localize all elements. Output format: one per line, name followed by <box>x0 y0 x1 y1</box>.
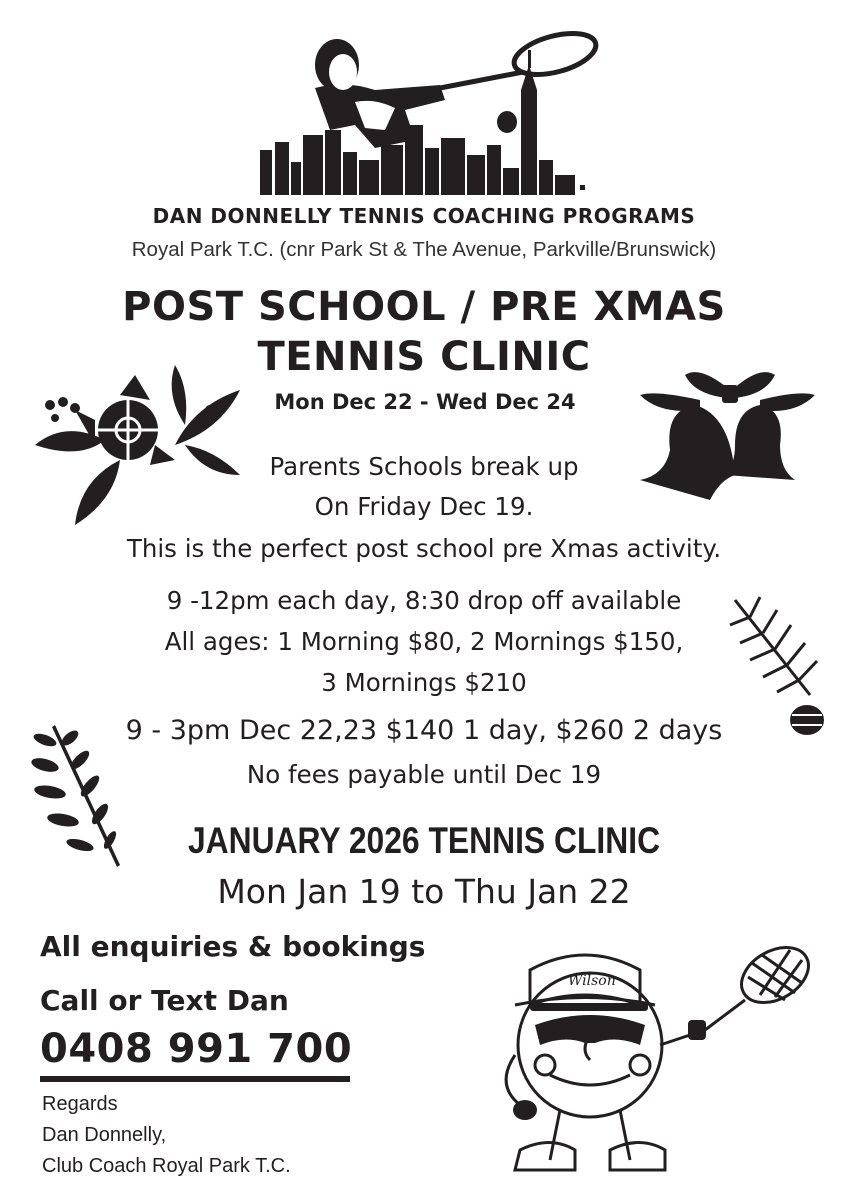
full-day-line-2: No fees payable until Dec 19 <box>246 760 602 789</box>
signature-line-2: Dan Donnelly, <box>42 1124 167 1146</box>
call-or-text-label: Call or Text Dan <box>40 984 289 1017</box>
january-clinic-dates: Mon Jan 19 to Thu Jan 22 <box>217 872 631 911</box>
org-title: DAN DONNELLY TENNIS COACHING PROGRAMS <box>152 204 696 228</box>
clinic-title-line-2: TENNIS CLINIC <box>257 334 591 380</box>
tennis-player-skyline-logo <box>255 30 605 200</box>
pricing-line-3: 3 Mornings $210 <box>321 668 527 697</box>
intro-line-1: Parents Schools break up <box>269 452 579 481</box>
clinic-title-line-1: POST SCHOOL / PRE XMAS <box>122 284 726 330</box>
pricing-line-1: 9 -12pm each day, 8:30 drop off available <box>166 586 682 615</box>
phone-number[interactable]: 0408 991 700 <box>40 1026 353 1072</box>
clinic-dates: Mon Dec 22 - Wed Dec 24 <box>274 390 576 414</box>
enquiries-heading: All enquiries & bookings <box>40 930 426 963</box>
intro-line-2: On Friday Dec 19. <box>314 492 534 521</box>
full-day-line-1: 9 - 3pm Dec 22,23 $140 1 day, $260 2 days <box>125 715 723 746</box>
signature-line-1: Regards <box>42 1093 118 1115</box>
intro-line-3: This is the perfect post school pre Xmas activity. <box>126 534 722 563</box>
phone-underline <box>40 1076 350 1082</box>
pricing-line-2: All ages: 1 Morning $80, 2 Mornings $150, <box>164 627 684 656</box>
signature-line-3: Club Coach Royal Park T.C. <box>42 1155 291 1177</box>
january-clinic-title: JANUARY 2026 TENNIS CLINIC <box>187 820 661 861</box>
cap-wilson-text: Wilson <box>568 973 616 989</box>
org-address: Royal Park T.C. (cnr Park St & The Avenue, Parkville/Brunswick) <box>131 238 717 261</box>
tennis-ball-mascot-icon <box>490 935 820 1185</box>
